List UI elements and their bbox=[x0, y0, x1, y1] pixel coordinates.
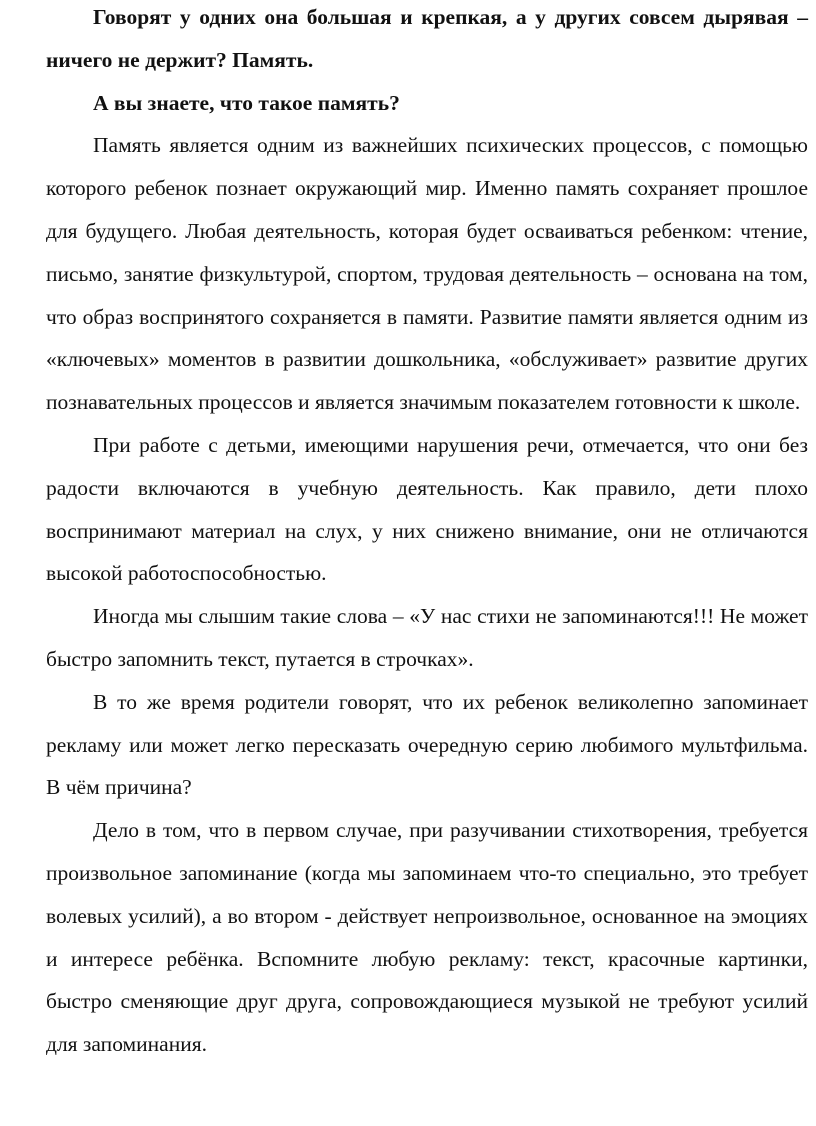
document-page bbox=[46, 0, 808, 1066]
paragraph-speech-disorders: При работе с детьми, имеющими нарушения речи, отмечается, что они без радости включаются в учебную деятельность. Как правило, дети плохо воспринимают материал на слух, у них снижено внимание, они не отличаются высокой работоспособностью. bbox=[46, 432, 808, 586]
paragraph-explanation: Дело в том, что в первом случае, при разучивании стихотворения, требуется произвольное запоминание (когда мы запоминаем что-то специально, это требует волевых усилий), а во втором - действует непроизвольное, основанное на эмоциях и интересе ребёнка. Вспомните любую рекламу: текст, красочные картинки, быстро сменяющие друг друга, сопровождающиеся музыкой не требуют усилий для запоминания. bbox=[46, 818, 808, 1057]
paragraph-quote: Иногда мы слышим такие слова – «У нас стихи не запоминаются!!! Не может быстро запомнить текст, путается в строчках». bbox=[46, 604, 808, 671]
paragraph-parents: В то же время родители говорят, что их ребенок великолепно запоминает рекламу или может легко пересказать очередную серию любимого мультфильма. В чём причина? bbox=[46, 689, 808, 800]
question-heading: А вы знаете, что такое память? bbox=[93, 90, 400, 115]
paragraph-memory-definition: Память является одним из важнейших психических процессов, с помощью которого ребенок познает окружающий мир. Именно память сохраняет прошлое для будущего. Любая деятельность, которая будет осваиваться ребенком: чтение, письмо, занятие физкультурой, спортом, трудовая деятельность – основана на том, что образ воспринятого сохраняется в памяти. Развитие памяти является одним из «ключевых» моментов в развитии дошкольника, «обслуживает» развитие других познавательных процессов и является значимым показателем готовности к школе. bbox=[46, 133, 808, 415]
intro-heading: Говорят у одних она большая и крепкая, а у других совсем дырявая – ничего не держит? Память. bbox=[46, 5, 808, 72]
